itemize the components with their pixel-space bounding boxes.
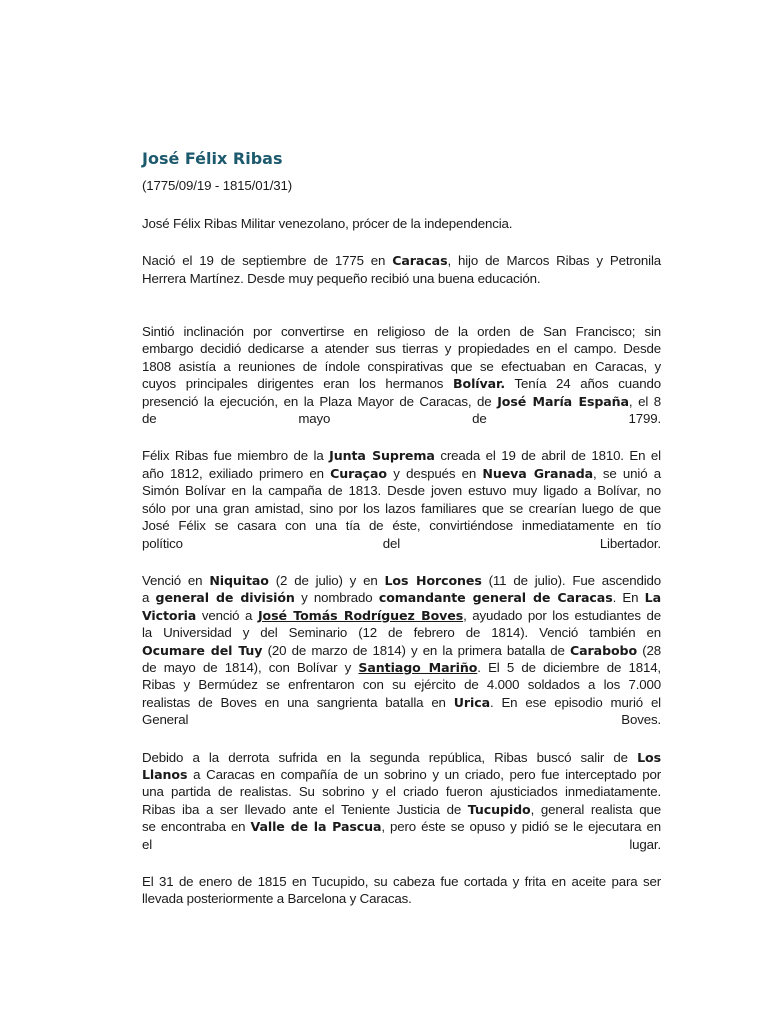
text-run: a Caracas en compañía de un sobrino y un criado, pero fue interceptado por (187, 766, 661, 782)
text-run: embargo decidió dedicarse a atender sus tierras y propiedades en el campo. Desde (142, 341, 661, 357)
text-run: Ribas y Bermúdez se enfrentaron con su ejército de 4.000 soldados a los 7.000 (142, 677, 661, 693)
text-run: Tenía 24 años cuando (505, 376, 662, 392)
text-run: Debido a la derrota sufrida en la segunda república, Ribas buscó salir de (142, 749, 638, 765)
text-line (142, 836, 661, 853)
text-line (142, 535, 661, 552)
text-run: Nació el 19 de septiembre de 1775 en (142, 253, 393, 269)
bold-term: Los (637, 749, 661, 765)
text-line (142, 676, 661, 693)
text-run: presenció la ejecución, en la Plaza Mayor de Caracas, de (142, 393, 498, 409)
paragraph (142, 873, 661, 908)
text-run: El 31 de enero de 1815 en Tucupido, su cabeza fue cortada y frita en aceite para ser (142, 874, 661, 889)
text-run: sólo por una gran amistad, sino por los lazos familiares que se crearían luego de que (142, 500, 661, 516)
text-line (142, 818, 661, 835)
text-line (142, 890, 661, 907)
text-run: Venció en (142, 572, 210, 588)
bold-term: Nueva Granada (482, 465, 594, 481)
text-run: Félix Ribas fue miembro de la (142, 448, 330, 464)
text-run: , hijo de Marcos Ribas y Petronila (447, 253, 661, 269)
text-run: Sintió inclinación por convertirse en religioso de la orden de San Francisco; sin (142, 324, 661, 340)
life-dates: (1775/09/19 - 1815/01/31) (142, 178, 293, 194)
text-run: . El 5 de diciembre de 1814, (477, 659, 661, 675)
text-line (142, 659, 661, 676)
text-line (142, 783, 661, 800)
bold-term: Ocumare del Tuy (142, 642, 263, 658)
text-run: y después en (387, 465, 483, 481)
bold-term: Junta Suprema (329, 448, 435, 464)
article-body (142, 150, 661, 928)
bold-term: Llanos (142, 766, 188, 782)
bold-term: comandante general de Caracas (378, 590, 613, 606)
bold-term: Tucupido (467, 801, 531, 817)
text-run: de mayo de 1814), con Bolívar y (142, 659, 359, 675)
text-run: , general realista que (530, 801, 661, 817)
text-line (142, 694, 661, 711)
bold-term: Niquitao (209, 572, 269, 588)
text-line (142, 749, 661, 766)
bold-term: Valle de la Pascua (250, 819, 382, 835)
text-run: año 1812, exiliado primero en (142, 465, 331, 481)
text-run: , pero éste se opuso y pidió se le ejecutara en (381, 819, 661, 835)
text-run: . En ese episodio murió el (489, 694, 661, 710)
bold-term: Curaçao (330, 465, 387, 481)
text-line (142, 375, 661, 392)
article-title: José Félix Ribas (142, 149, 283, 168)
text-run: se encontraba en (142, 819, 251, 835)
text-line (142, 393, 661, 410)
text-run: a (142, 590, 156, 606)
text-line (142, 358, 661, 375)
text-line (142, 482, 661, 499)
text-run: , el 8 (628, 393, 662, 409)
paragraph (142, 447, 661, 551)
text-line (142, 340, 661, 357)
text-run: creada el 19 de abril de 1810. En el (434, 448, 661, 464)
text-line (142, 711, 661, 728)
text-run: Simón Bolívar en la campaña de 1813. Desde joven estuvo muy ligado a Bolívar, no (142, 483, 661, 499)
paragraph-list (142, 252, 661, 908)
text-line (142, 607, 661, 624)
text-run: (11 de julio). Fue ascendido (481, 572, 661, 588)
text-line (142, 447, 661, 464)
text-line (142, 252, 661, 269)
text-line (142, 465, 661, 482)
linked-term[interactable]: Santiago Mariño (358, 659, 478, 675)
linked-term[interactable]: José Tomás Rodríguez Boves (257, 607, 464, 623)
text-line (142, 500, 661, 517)
text-line (142, 323, 661, 340)
text-run: llevada posteriormente a Barcelona y Caracas. (142, 891, 412, 907)
text-run: , se unió a (593, 465, 661, 481)
intro-line: José Félix Ribas Militar venezolano, prócer de la independencia. (142, 215, 513, 231)
text-line (142, 801, 661, 818)
text-line (142, 410, 661, 427)
text-run: de mayo de 1799. (142, 411, 661, 427)
text-run: realistas de Boves en una sangrienta batalla en (142, 694, 454, 710)
text-run: General Boves. (142, 712, 661, 728)
text-run: el lugar. (142, 836, 661, 852)
text-run: (28 (637, 642, 661, 658)
bold-term: Caracas (392, 253, 448, 269)
text-run: . En (612, 590, 645, 606)
bold-term: Bolívar. (453, 376, 506, 392)
text-run: 1808 asistía a reuniones de índole conspirativas que se efectuaban en Caracas, y (142, 358, 661, 374)
text-run: venció a (196, 607, 258, 623)
text-run: político del Libertador. (142, 535, 661, 551)
text-run: Herrera Martínez. Desde muy pequeño recibió una buena educación. (142, 270, 541, 286)
text-run: una partida de realistas. Su sobrino y el criado fueron ajusticiados inmediatamente. (142, 784, 661, 800)
text-line (142, 270, 661, 287)
text-run: Ribas iba a ser llevado ante el Teniente Justicia de (142, 801, 468, 817)
text-run: , ayudado por los estudiantes de (463, 607, 661, 623)
bold-term: La (644, 590, 661, 606)
text-line (142, 642, 661, 659)
text-run: (2 de julio) y en (268, 572, 385, 588)
paragraph (142, 323, 661, 427)
bold-term: Los Horcones (384, 572, 482, 588)
text-run: y nombrado (294, 590, 379, 606)
bold-term: Victoria (142, 607, 197, 623)
bold-term: Carabobo (570, 642, 637, 658)
text-line (142, 873, 661, 890)
bold-term: Urica (453, 694, 490, 710)
text-line (142, 589, 661, 606)
text-run: José Félix se casara con una tía de éste, convirtiéndose inmediatamente en tío (142, 518, 661, 534)
text-run: cuyos principales dirigentes eran los hermanos (142, 376, 454, 392)
text-line (142, 624, 661, 641)
text-line (142, 766, 661, 783)
text-run: la Universidad y del Seminario (12 de febrero de 1814). Venció también en (142, 625, 661, 641)
bold-term: José María España (497, 393, 629, 409)
paragraph (142, 252, 661, 287)
paragraph (142, 749, 661, 853)
paragraph (142, 572, 661, 729)
text-line (142, 517, 661, 534)
text-run: (20 de marzo de 1814) y en la primera batalla de (262, 642, 571, 658)
bold-term: general de división (155, 590, 295, 606)
text-line (142, 572, 661, 589)
